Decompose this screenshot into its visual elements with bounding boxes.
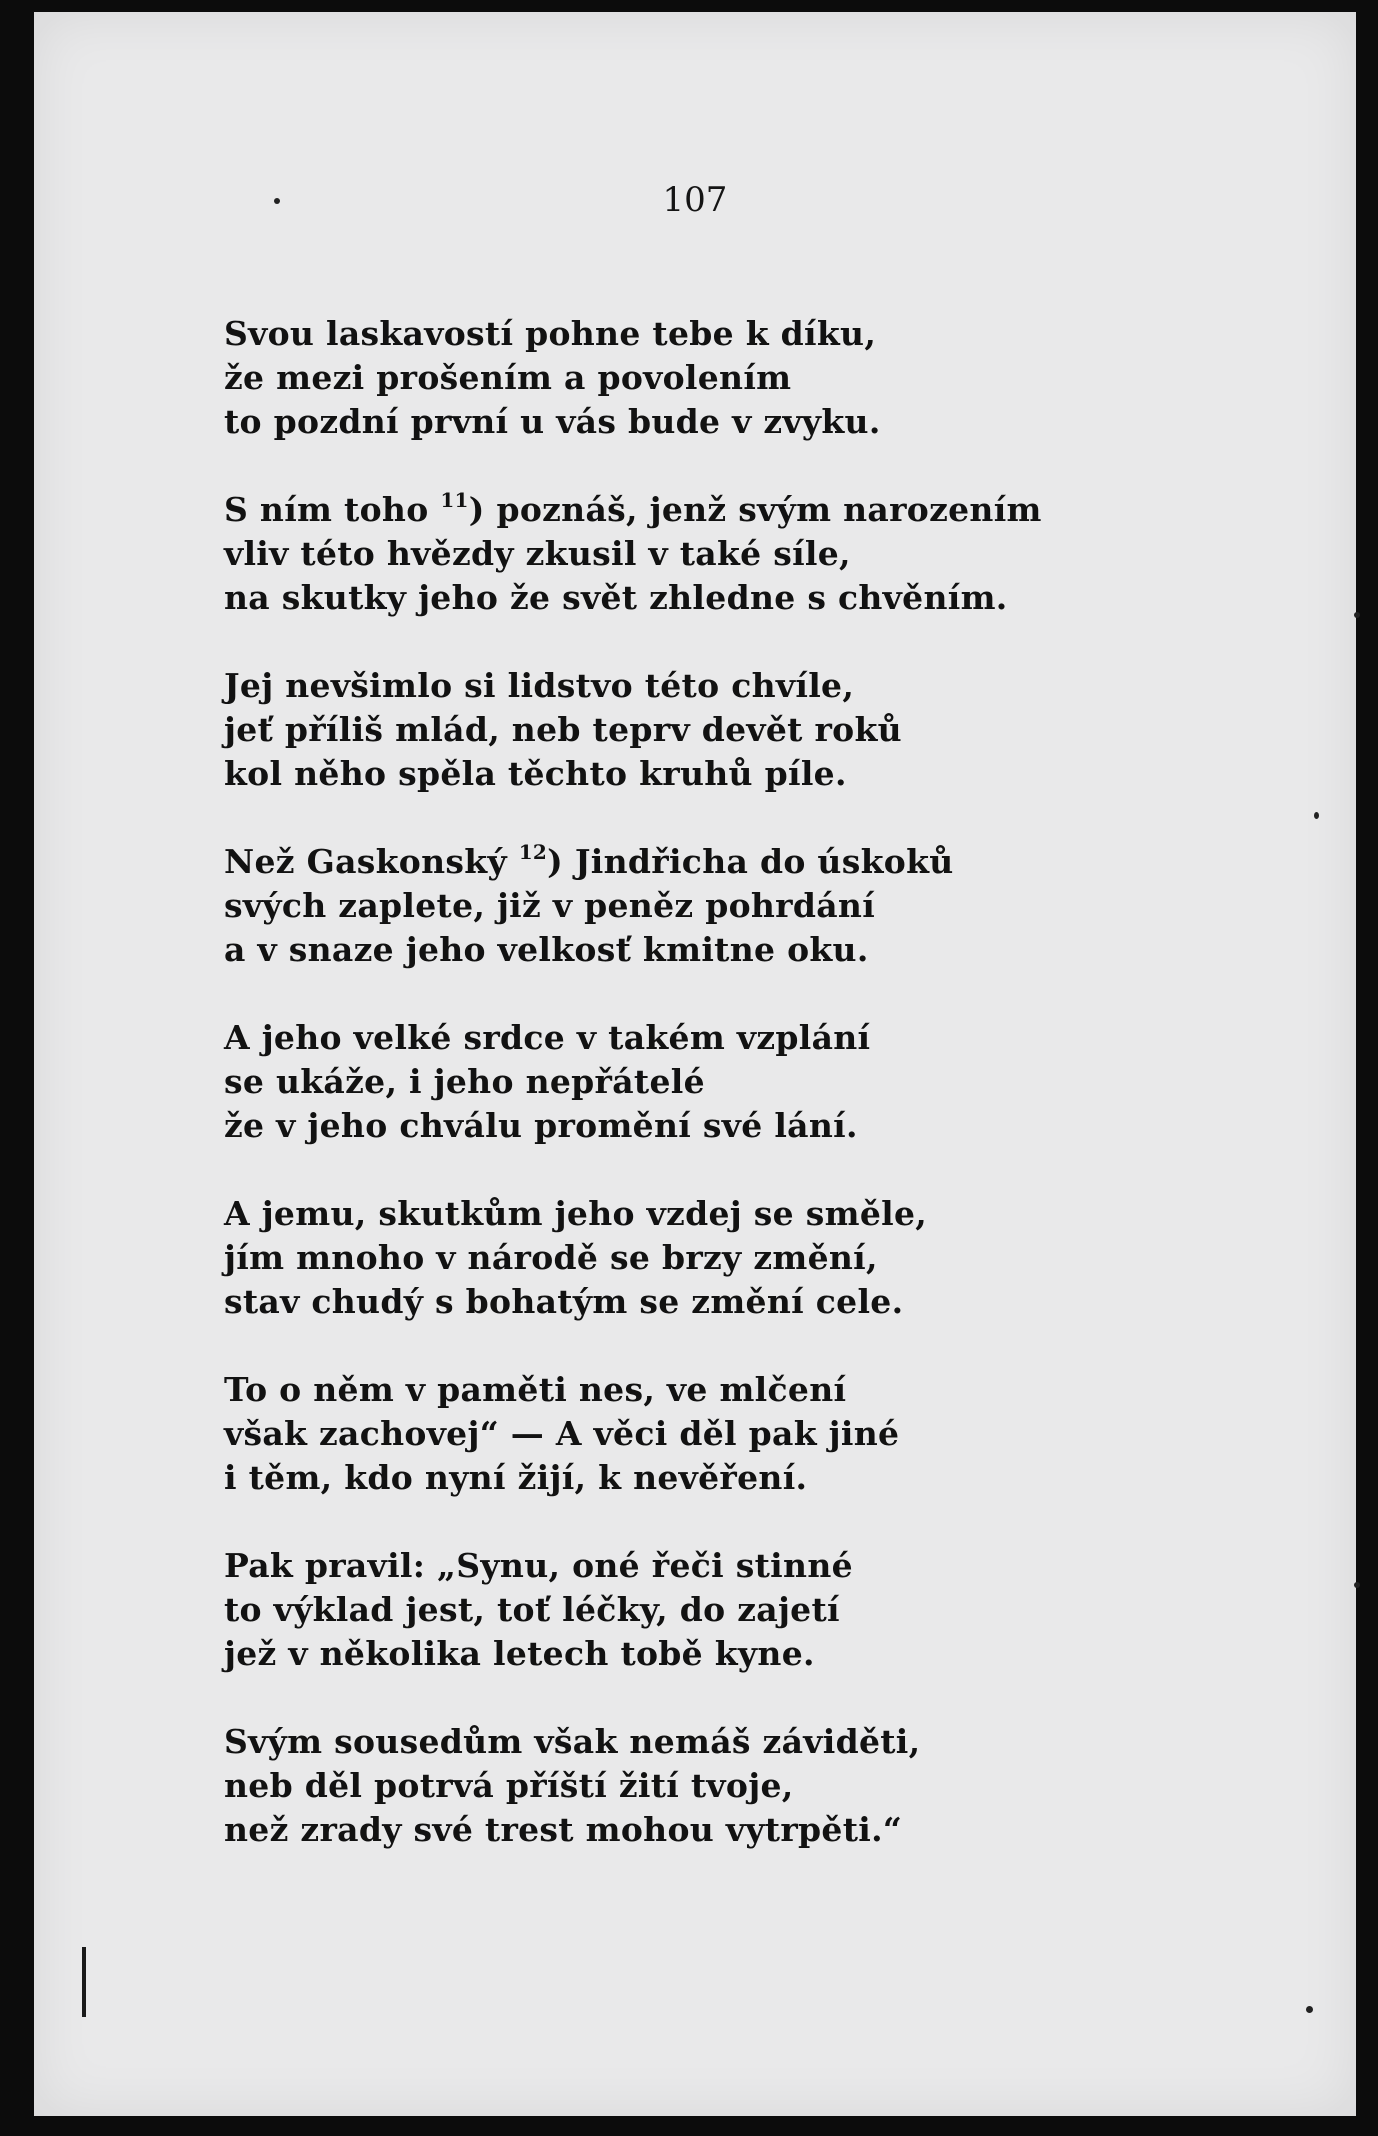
poem-line: jež v několika letech tobě kyne. (224, 1634, 815, 1673)
poem-line-with-footnote (224, 840, 1224, 884)
page-number: 107 (662, 180, 728, 220)
scan-speck (1306, 2006, 1313, 2013)
poem-line: kol něho spěla těchto kruhů píle. (224, 754, 847, 793)
scan-speck (274, 198, 280, 204)
poem-line: neb děl potrvá příští žití tvoje, (224, 1766, 794, 1805)
poem-line: to pozdní první u vás bude v zvyku. (224, 402, 881, 441)
stanza-1 (224, 312, 1224, 444)
poem-line: To o něm v paměti nes, ve mlčení (224, 1370, 847, 1409)
footnote-marker-12: 12 (518, 840, 548, 864)
poem-line: že v jeho chválu promění své lání. (224, 1106, 858, 1145)
poem-line-with-footnote (224, 488, 1224, 532)
stanza-7 (224, 1368, 1224, 1500)
poem-line: se ukáže, i jeho nepřátelé (224, 1062, 705, 1101)
poem-line: Svým sousedům však nemáš záviděti, (224, 1722, 921, 1761)
poem-line: vliv této hvězdy zkusil v také síle, (224, 534, 851, 573)
poem-line: A jeho velké srdce v takém vzplání (224, 1018, 871, 1057)
poem-line: svých zaplete, již v peněz pohrdání (224, 886, 876, 925)
poem-line: A jemu, skutkům jeho vzdej se směle, (224, 1194, 928, 1233)
stanza-2 (224, 488, 1224, 620)
poem-line: na skutky jeho že svět zhledne s chvěním. (224, 578, 1008, 617)
stanza-3 (224, 664, 1224, 796)
poem-line: Pak pravil: „Synu, oné řeči stinné (224, 1546, 853, 1585)
poem-line: jím mnoho v národě se brzy změní, (224, 1238, 878, 1277)
paper-sheet (34, 12, 1356, 2116)
poem-line: Svou laskavostí pohne tebe k díku, (224, 314, 877, 353)
stanza-6 (224, 1192, 1224, 1324)
line-text: S ním toho (224, 490, 441, 529)
scan-edge-mark (82, 1947, 86, 2017)
line-text: ) Jindřicha do úskoků (547, 842, 954, 881)
stanza-8 (224, 1544, 1224, 1676)
poem-line: než zrady své trest mohou vytrpěti.“ (224, 1810, 903, 1849)
poem-line: Jej nevšimlo si lidstvo této chvíle, (224, 666, 855, 705)
stanza-9 (224, 1720, 1224, 1852)
poem-line: stav chudý s bohatým se změní cele. (224, 1282, 904, 1321)
line-text: ) poznáš, jenž svým narozením (468, 490, 1042, 529)
poem-line: že mezi prošením a povolením (224, 358, 792, 397)
scan-speck (1314, 812, 1319, 819)
poem-line: však zachovej“ — A věci děl pak jiné (224, 1414, 900, 1453)
poem-line: i těm, kdo nyní žijí, k nevěření. (224, 1458, 808, 1497)
scan-speck (1354, 612, 1360, 618)
line-text: Než Gaskonský (224, 842, 519, 881)
scan-speck (1354, 1582, 1360, 1588)
poem-line: a v snaze jeho velkosť kmitne oku. (224, 930, 869, 969)
footnote-marker-11: 11 (440, 488, 469, 512)
poem-line: jeť příliš mlád, neb teprv devět roků (224, 710, 902, 749)
stanza-4 (224, 840, 1224, 972)
stanza-5 (224, 1016, 1224, 1148)
poem-body (224, 312, 1224, 1896)
poem-line: to výklad jest, toť léčky, do zajetí (224, 1590, 840, 1629)
